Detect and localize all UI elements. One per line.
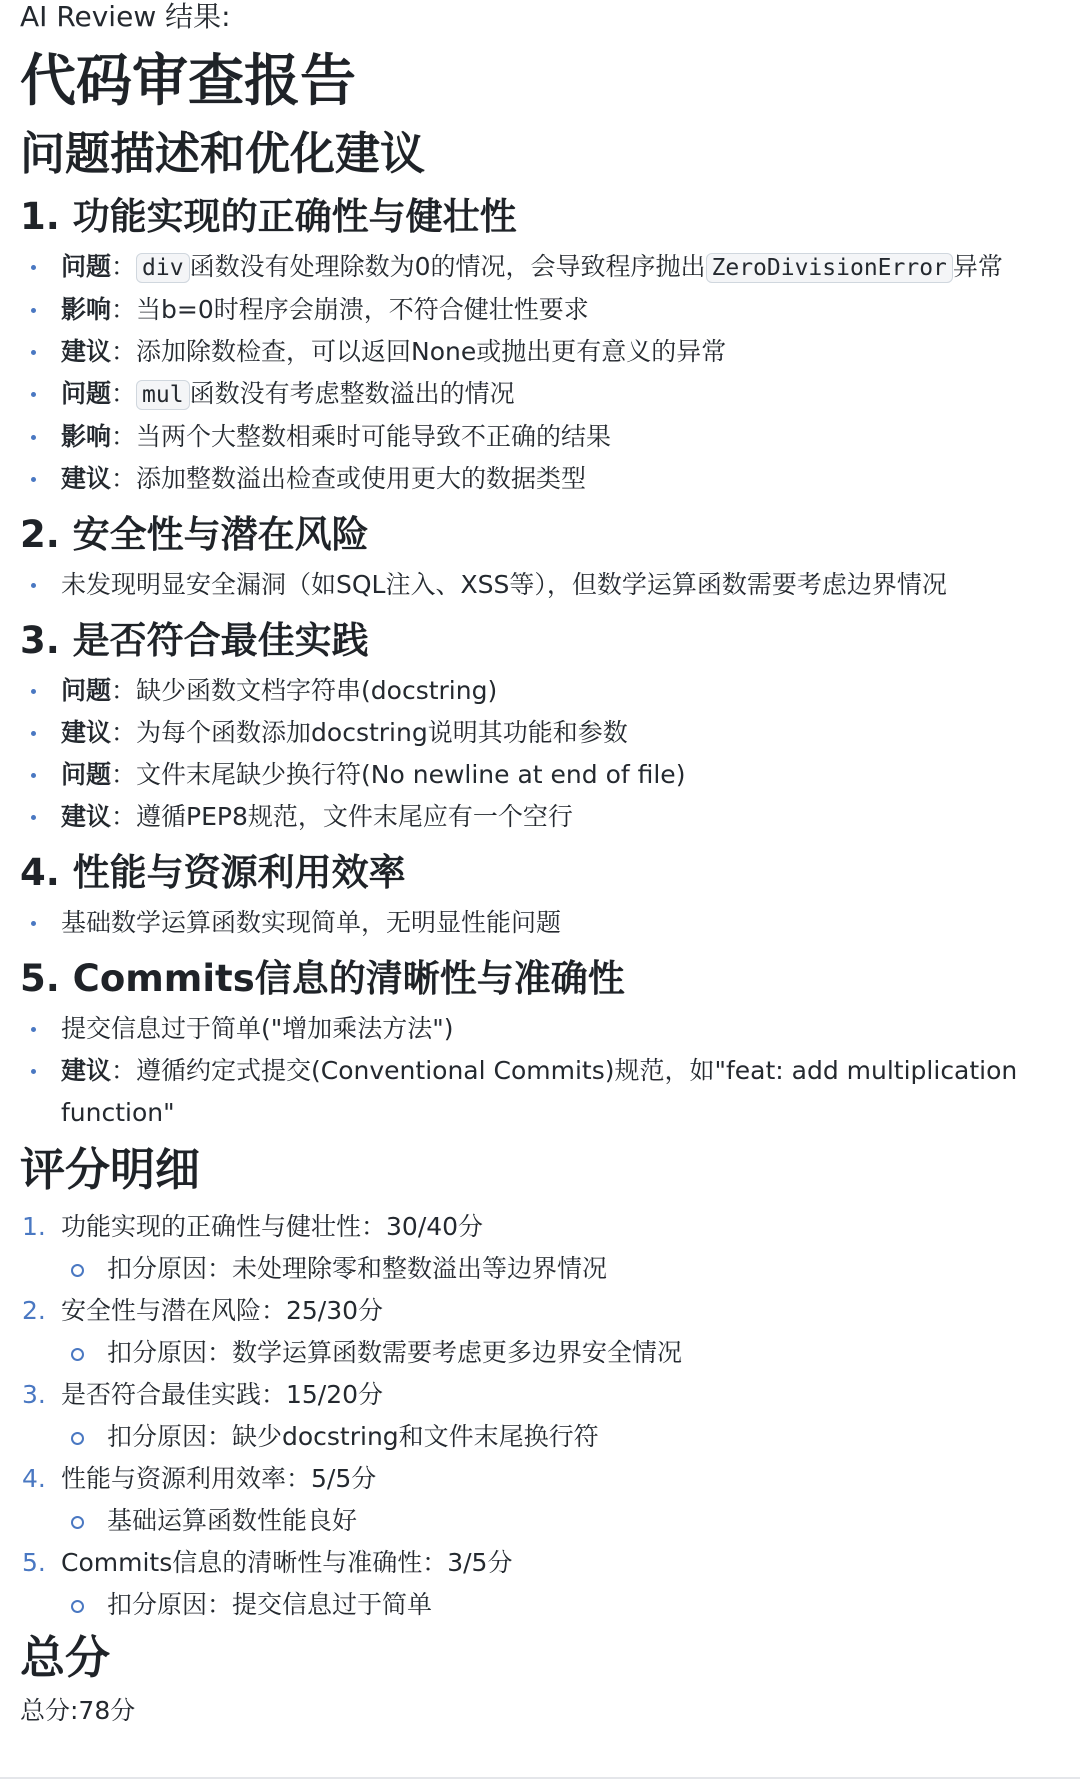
total-score: 总分:78分	[20, 1696, 136, 1725]
list-item	[20, 458, 1070, 500]
score-number: 4.	[22, 1464, 46, 1493]
item-label: 问题	[61, 379, 112, 408]
list-item	[20, 373, 1070, 416]
score-text: 是否符合最佳实践：15/20分	[61, 1380, 384, 1409]
list-item	[20, 670, 1070, 712]
score-text: 功能实现的正确性与健壮性：30/40分	[61, 1212, 484, 1241]
score-detail: 扣分原因：缺少docstring和文件末尾换行符	[20, 1416, 1070, 1458]
score-text: 性能与资源利用效率：5/5分	[61, 1464, 377, 1493]
item-text: 未发现明显安全漏洞（如SQL注入、XSS等），但数学运算函数需要考虑边界情况	[61, 570, 947, 599]
item-text: 缺少函数文档字符串(docstring)	[136, 676, 498, 705]
item-text: 异常	[952, 252, 1003, 281]
header-label: AI Review 结果:	[20, 0, 231, 33]
item-label: 问题	[61, 676, 112, 705]
section-bullet-list	[20, 902, 1070, 944]
item-text: 为每个函数添加docstring说明其功能和参数	[136, 718, 628, 747]
score-number: 1.	[22, 1212, 46, 1241]
item-text: 基础数学运算函数实现简单，无明显性能问题	[61, 908, 562, 937]
item-label: 问题	[61, 252, 112, 281]
score-row	[20, 1458, 1070, 1500]
item-label: 影响	[61, 422, 112, 451]
inline-code: mul	[136, 380, 190, 410]
item-label: 建议	[61, 1056, 112, 1085]
score-detail: 扣分原因：未处理除零和整数溢出等边界情况	[20, 1248, 1070, 1290]
list-item	[20, 712, 1070, 754]
section-bullet-list	[20, 564, 1070, 606]
score-detail-list	[20, 1332, 1070, 1374]
item-separator: ：	[111, 718, 137, 747]
item-separator: ：	[111, 676, 137, 705]
score-detail: 扣分原因：数学运算函数需要考虑更多边界安全情况	[20, 1332, 1070, 1374]
score-item	[20, 1458, 1070, 1542]
item-text: 遵循PEP8规范，文件末尾应有一个空行	[136, 802, 573, 831]
item-separator: ：	[111, 1056, 137, 1085]
item-text: 函数没有考虑整数溢出的情况	[189, 379, 515, 408]
item-label: 建议	[61, 337, 112, 366]
total-section-title: 总分	[20, 1631, 111, 1684]
section-title: 1. 功能实现的正确性与健壮性	[20, 195, 517, 238]
review-document	[20, 0, 1070, 1732]
list-item	[20, 902, 1070, 944]
item-text: 当两个大整数相乘时可能导致不正确的结果	[136, 422, 612, 451]
score-row	[20, 1290, 1070, 1332]
item-separator: ：	[111, 337, 137, 366]
item-text: 添加除数检查，可以返回None或抛出更有意义的异常	[136, 337, 727, 366]
list-item	[20, 1050, 1070, 1134]
section-bullet-list	[20, 670, 1070, 838]
item-separator: ：	[111, 464, 137, 493]
item-text: 遵循约定式提交(Conventional Commits)规范，如"feat: add multiplication function"	[61, 1056, 1018, 1127]
score-item	[20, 1542, 1070, 1626]
list-item	[20, 564, 1070, 606]
item-label: 建议	[61, 718, 112, 747]
inline-code: div	[136, 253, 190, 283]
item-text: 添加整数溢出检查或使用更大的数据类型	[136, 464, 587, 493]
issue-sections	[20, 194, 1070, 1134]
list-item	[20, 416, 1070, 458]
item-separator: ：	[111, 379, 137, 408]
score-section-title: 评分明细	[20, 1143, 201, 1196]
score-detail-list	[20, 1416, 1070, 1458]
item-label: 建议	[61, 464, 112, 493]
issues-section-title: 问题描述和优化建议	[20, 127, 426, 180]
item-text: 提交信息过于简单("增加乘法方法")	[61, 1014, 454, 1043]
score-number: 5.	[22, 1548, 46, 1577]
item-label: 问题	[61, 760, 112, 789]
section-bullet-list	[20, 246, 1070, 500]
section-title: 3. 是否符合最佳实践	[20, 619, 369, 662]
list-item	[20, 331, 1070, 373]
bottom-divider	[0, 1777, 1080, 1779]
list-item	[20, 246, 1070, 289]
report-title: 代码审查报告	[20, 49, 356, 114]
score-row	[20, 1542, 1070, 1584]
score-item	[20, 1290, 1070, 1374]
score-number: 3.	[22, 1380, 46, 1409]
list-item	[20, 796, 1070, 838]
score-text: 安全性与潜在风险：25/30分	[61, 1296, 384, 1325]
item-separator: ：	[111, 422, 137, 451]
list-item	[20, 289, 1070, 331]
item-label: 影响	[61, 295, 112, 324]
list-item	[20, 1008, 1070, 1050]
section-bullet-list	[20, 1008, 1070, 1134]
score-text: Commits信息的清晰性与准确性：3/5分	[61, 1548, 513, 1577]
item-text: 函数没有处理除数为0的情况，会导致程序抛出	[189, 252, 706, 281]
score-item	[20, 1206, 1070, 1290]
list-item	[20, 754, 1070, 796]
section-title: 5. Commits信息的清晰性与准确性	[20, 957, 625, 1000]
section-title: 4. 性能与资源利用效率	[20, 851, 406, 894]
item-text: 当b=0时程序会崩溃，不符合健壮性要求	[136, 295, 589, 324]
section-title: 2. 安全性与潜在风险	[20, 513, 369, 556]
inline-code: ZeroDivisionError	[706, 253, 953, 283]
score-row	[20, 1374, 1070, 1416]
score-detail-list	[20, 1500, 1070, 1542]
score-detail: 基础运算函数性能良好	[20, 1500, 1070, 1542]
score-item	[20, 1374, 1070, 1458]
score-detail: 扣分原因：提交信息过于简单	[20, 1584, 1070, 1626]
score-detail-list	[20, 1248, 1070, 1290]
item-separator: ：	[111, 252, 137, 281]
score-number: 2.	[22, 1296, 46, 1325]
score-detail-list	[20, 1584, 1070, 1626]
item-separator: ：	[111, 295, 137, 324]
score-list	[20, 1206, 1070, 1626]
item-separator: ：	[111, 802, 137, 831]
score-row	[20, 1206, 1070, 1248]
item-text: 文件末尾缺少换行符(No newline at end of file)	[136, 760, 686, 789]
item-label: 建议	[61, 802, 112, 831]
item-separator: ：	[111, 760, 137, 789]
